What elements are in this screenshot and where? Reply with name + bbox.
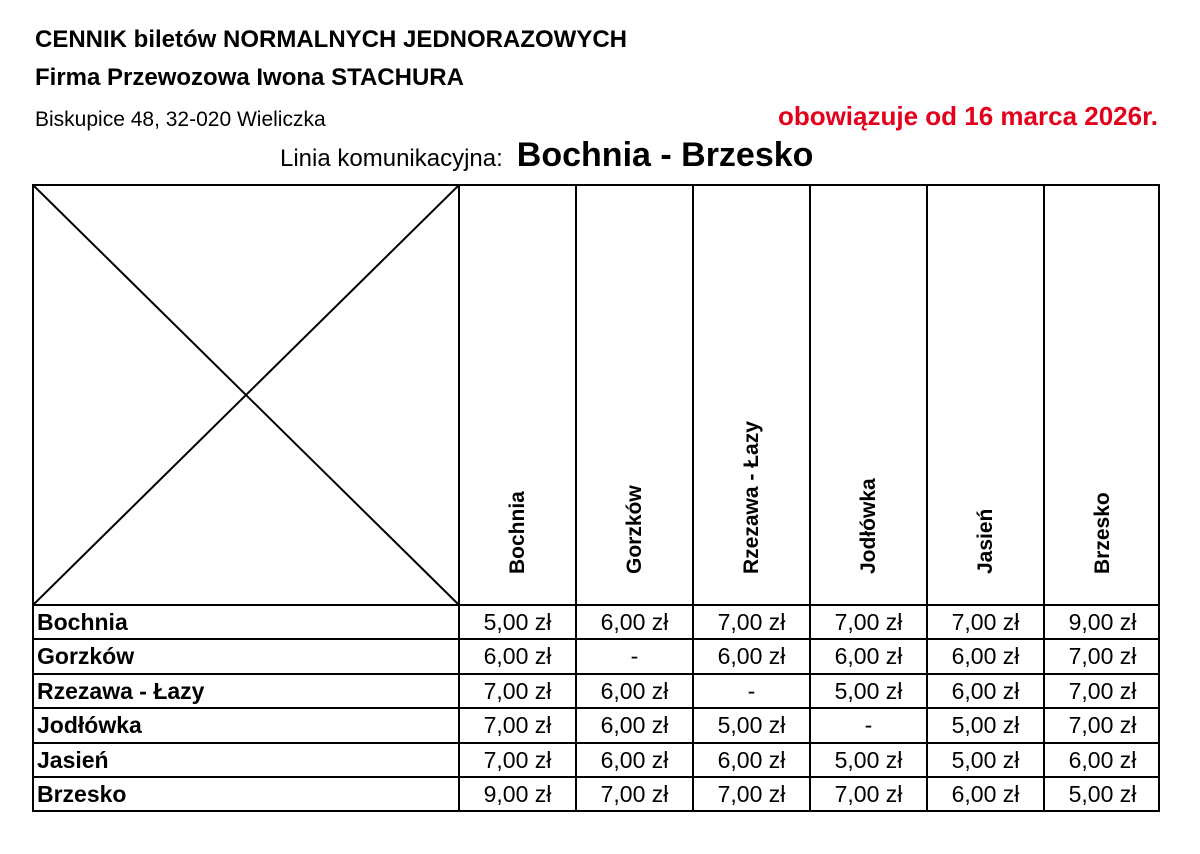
fare-cell: - <box>630 643 639 669</box>
empty-corner-cross-icon <box>34 186 460 606</box>
fare-cell: 6,00 zł <box>717 643 786 669</box>
fare-cell: - <box>747 678 756 704</box>
fare-cell: 9,00 zł <box>483 781 552 807</box>
fare-cell: 9,00 zł <box>1068 609 1137 635</box>
line-label: Linia komunikacyjna: <box>280 145 503 172</box>
column-header: Rzezawa - Łazy <box>739 421 763 574</box>
route-name: Bochnia - Brzesko <box>516 136 814 174</box>
row-label: Jodłówka <box>37 712 142 738</box>
fare-cell: 5,00 zł <box>834 747 903 773</box>
fare-cell: 7,00 zł <box>834 781 903 807</box>
fare-cell: 6,00 zł <box>600 712 669 738</box>
fare-cell: 7,00 zł <box>834 609 903 635</box>
fare-cell: 6,00 zł <box>600 678 669 704</box>
fare-cell: 6,00 zł <box>600 609 669 635</box>
fare-table <box>32 184 1160 812</box>
fare-cell: 6,00 zł <box>951 781 1020 807</box>
fare-cell: 7,00 zł <box>483 678 552 704</box>
fare-cell: 5,00 zł <box>834 678 903 704</box>
column-header: Jasień <box>973 508 997 574</box>
fare-cell: 6,00 zł <box>951 643 1020 669</box>
fare-cell: 7,00 zł <box>1068 712 1137 738</box>
column-header: Jodłówka <box>856 478 880 574</box>
fare-cell: 7,00 zł <box>717 609 786 635</box>
fare-cell: 6,00 zł <box>951 678 1020 704</box>
route-heading <box>280 136 813 175</box>
fare-cell: 6,00 zł <box>1068 747 1137 773</box>
company-address: Biskupice 48, 32-020 Wieliczka <box>35 108 326 131</box>
row-label: Jasień <box>37 747 109 773</box>
fare-cell: - <box>864 712 873 738</box>
fare-cell: 6,00 zł <box>834 643 903 669</box>
fare-cell: 7,00 zł <box>600 781 669 807</box>
column-header: Gorzków <box>622 485 646 574</box>
row-label: Bochnia <box>37 609 128 635</box>
fare-cell: 7,00 zł <box>951 609 1020 635</box>
fare-cell: 7,00 zł <box>1068 678 1137 704</box>
row-label: Brzesko <box>37 781 127 807</box>
fare-cell: 6,00 zł <box>717 747 786 773</box>
fare-cell: 5,00 zł <box>951 712 1020 738</box>
row-label: Rzezawa - Łazy <box>37 678 205 704</box>
fare-cell: 6,00 zł <box>600 747 669 773</box>
fare-cell: 7,00 zł <box>483 712 552 738</box>
fare-cell: 7,00 zł <box>1068 643 1137 669</box>
company-name: Firma Przewozowa Iwona STACHURA <box>35 64 464 91</box>
column-header: Bochnia <box>505 491 529 574</box>
valid-from-notice: obowiązuje od 16 marca 2026r. <box>777 101 1158 131</box>
fare-cell: 5,00 zł <box>483 609 552 635</box>
fare-cell: 5,00 zł <box>951 747 1020 773</box>
fare-cell: 7,00 zł <box>483 747 552 773</box>
fare-cell: 7,00 zł <box>717 781 786 807</box>
fare-cell: 5,00 zł <box>717 712 786 738</box>
row-label: Gorzków <box>37 643 135 669</box>
fare-cell: 6,00 zł <box>483 643 552 669</box>
column-header: Brzesko <box>1090 492 1114 574</box>
fare-cell: 5,00 zł <box>1068 781 1137 807</box>
document-title: CENNIK biletów NORMALNYCH JEDNORAZOWYCH <box>35 26 627 53</box>
